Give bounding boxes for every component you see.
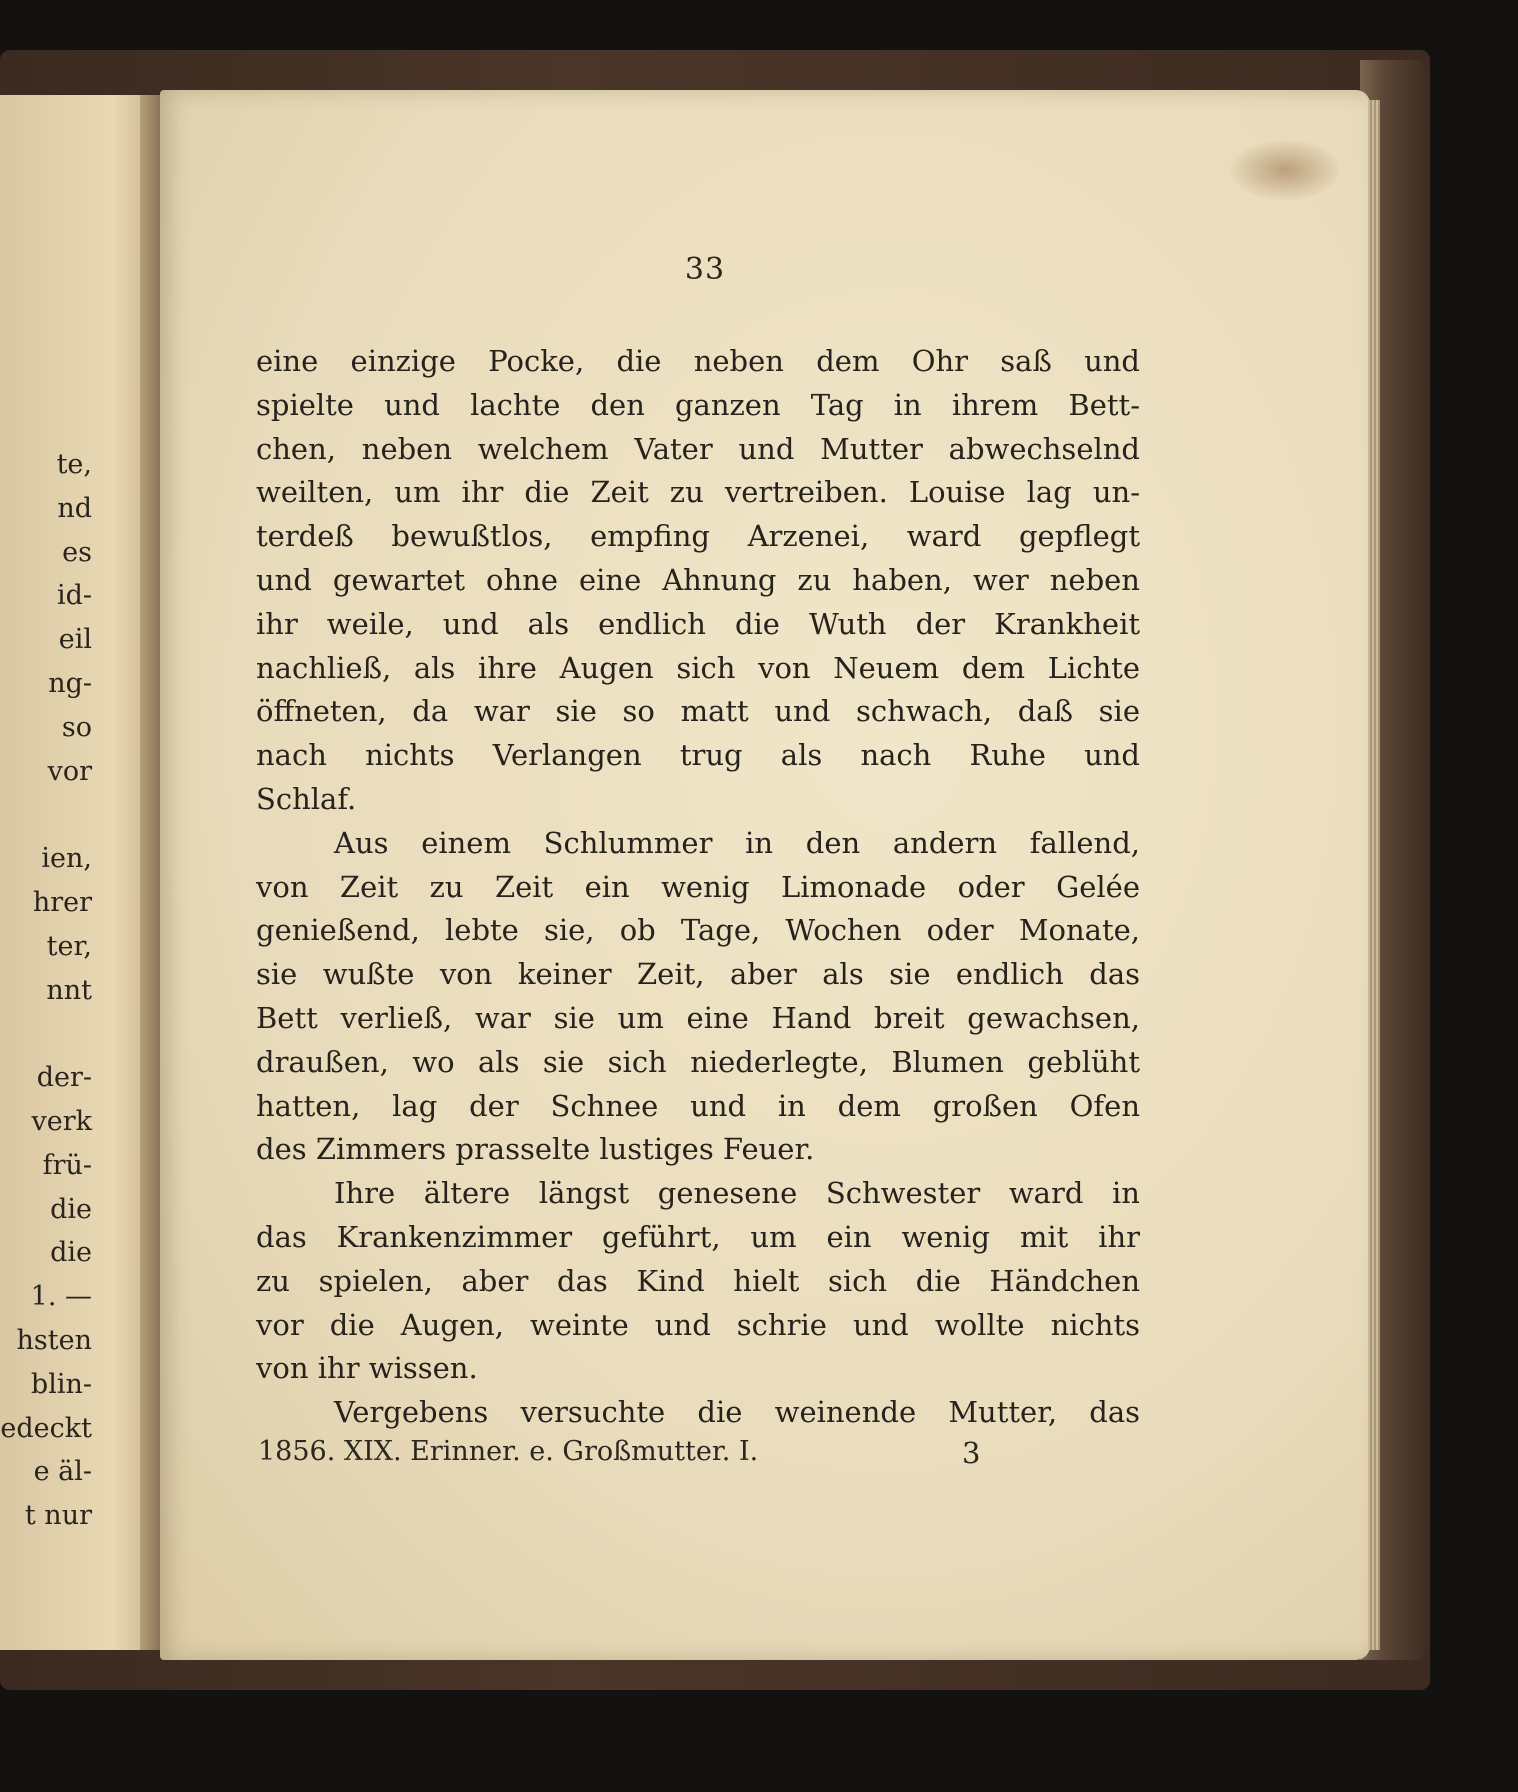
left-page-fragment: ng- bbox=[48, 667, 92, 699]
left-page-fragment: verk bbox=[31, 1105, 92, 1137]
text-line: und gewartet ohne eine Ahnung zu haben, wer neben bbox=[256, 562, 1140, 597]
left-page-fragment: vor bbox=[47, 755, 92, 787]
text-line: von ihr wissen. bbox=[256, 1351, 478, 1386]
text-line: ihr weile, und als endlich die Wuth der Krankheit bbox=[256, 606, 1140, 641]
text-line: vor die Augen, weinte und schrie und wollte nichts bbox=[256, 1307, 1140, 1342]
left-page-fragment: eil bbox=[58, 624, 92, 656]
left-page-fragment: edeckt bbox=[0, 1412, 92, 1444]
left-page-fragment: blin- bbox=[30, 1368, 92, 1400]
left-page-fragment: die bbox=[50, 1193, 92, 1225]
left-page-fragment: ter, bbox=[46, 930, 92, 962]
left-page-fragment: id- bbox=[56, 580, 92, 612]
text-line: zu spielen, aber das Kind hielt sich die Händchen bbox=[256, 1263, 1140, 1298]
left-page-fragment: nd bbox=[57, 492, 92, 524]
body-text bbox=[256, 340, 1140, 1435]
left-page-fragment bbox=[0, 793, 140, 837]
text-line: Schlaf. bbox=[256, 781, 357, 816]
text-line: weilten, um ihr die Zeit zu vertreiben. Louise lag un- bbox=[256, 475, 1140, 510]
text-line: nachließ, als ihre Augen sich von Neuem dem Lichte bbox=[256, 650, 1140, 685]
left-page-fragment bbox=[0, 1012, 140, 1056]
text-line: nach nichts Verlangen trug als nach Ruhe und bbox=[256, 738, 1140, 773]
left-page-fragment: 1. — bbox=[30, 1281, 92, 1313]
page-number: 33 bbox=[684, 252, 726, 287]
text-line: Aus einem Schlummer in den andern fallend, bbox=[334, 825, 1140, 860]
text-line: von Zeit zu Zeit ein wenig Limonade oder Gelée bbox=[256, 869, 1140, 904]
left-page-fragment: hrer bbox=[32, 886, 92, 918]
left-page-fragment: hsten bbox=[16, 1324, 92, 1356]
left-page-text bbox=[0, 443, 140, 1538]
text-line: des Zimmers prasselte lustiges Feuer. bbox=[256, 1132, 815, 1167]
text-line: öffneten, da war sie so matt und schwach, daß sie bbox=[256, 694, 1140, 729]
text-line: das Krankenzimmer geführt, um ein wenig mit ihr bbox=[256, 1219, 1140, 1254]
text-line: sie wußte von keiner Zeit, aber als sie endlich das bbox=[256, 957, 1140, 992]
signature-number: 3 bbox=[962, 1436, 981, 1470]
left-page-fragment: es bbox=[62, 536, 92, 568]
text-line: spielte und lachte den ganzen Tag in ihrem Bett- bbox=[256, 387, 1140, 422]
left-page-fragment: so bbox=[61, 711, 92, 743]
left-page-fragment: nnt bbox=[46, 974, 92, 1006]
text-line: eine einzige Pocke, die neben dem Ohr saß und bbox=[256, 344, 1140, 378]
text-line: draußen, wo als sie sich niederlegte, Blumen geblüht bbox=[256, 1044, 1140, 1079]
text-line: hatten, lag der Schnee und in dem großen Ofen bbox=[256, 1088, 1140, 1123]
left-page bbox=[0, 95, 160, 1650]
left-page-fragment: der- bbox=[36, 1062, 92, 1094]
text-line: chen, neben welchem Vater und Mutter abwechselnd bbox=[256, 431, 1140, 466]
text-line: Ihre ältere längst genesene Schwester ward in bbox=[334, 1176, 1140, 1211]
left-page-fragment: frü- bbox=[42, 1149, 92, 1181]
left-page-fragment: die bbox=[50, 1237, 92, 1269]
page-edges bbox=[1368, 100, 1380, 1650]
text-line: Bett verließ, war sie um eine Hand breit gewachsen, bbox=[256, 1000, 1140, 1035]
left-page-fragment: ien, bbox=[41, 843, 92, 875]
left-page-fragment: te, bbox=[56, 449, 92, 480]
text-line: terdeß bewußtlos, empfing Arzenei, ward gepflegt bbox=[256, 519, 1140, 554]
left-page-fragment: t nur bbox=[24, 1500, 92, 1532]
signature-line: 1856. XIX. Erinner. e. Großmutter. I. bbox=[258, 1436, 759, 1467]
paper-stain bbox=[1230, 140, 1340, 200]
text-line: genießend, lebte sie, ob Tage, Wochen oder Monate, bbox=[256, 913, 1140, 948]
left-page-fragment: e äl- bbox=[33, 1456, 92, 1488]
text-line: Vergebens versuchte die weinende Mutter, das bbox=[334, 1395, 1140, 1430]
